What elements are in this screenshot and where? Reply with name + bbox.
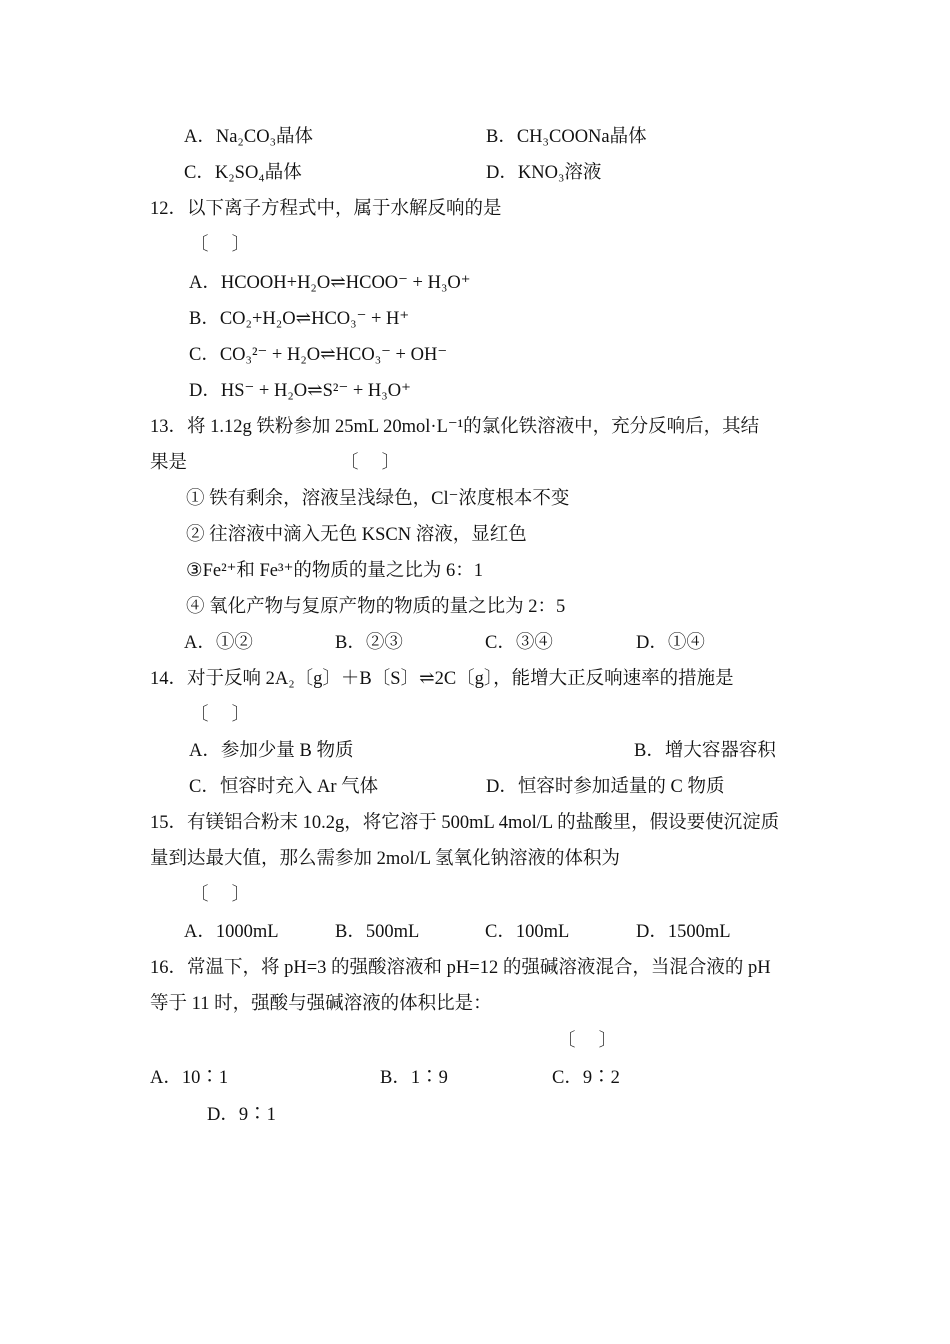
q11-option-d: D．KNO₃溶液 (486, 163, 602, 183)
q16-answer-bracket: 〔 〕 (557, 1031, 618, 1051)
q13-option-a: A．①② (184, 633, 253, 653)
q13-option-c: C．③④ (485, 633, 553, 653)
q14-answer-bracket: 〔 〕 (190, 705, 251, 725)
q15-option-a: A．1000mL (184, 922, 279, 942)
q15-option-b: B．500mL (335, 922, 420, 942)
q16-option-b: B．1∶9 (380, 1068, 448, 1088)
q16-option-d: D．9∶1 (207, 1105, 276, 1125)
q11-option-c: C．K₂SO₄晶体 (184, 163, 302, 183)
q13-stem-line1: 13．将 1.12g 铁粉参加 25mL 20mol·L⁻¹的氯化铁溶液中，充分反响后，其结 (150, 417, 760, 437)
q11-option-b: B．CH₃COONa晶体 (486, 127, 647, 147)
q13-stem-line2: 果是 (150, 453, 188, 473)
q13-statement-4: ④ 氧化产物与复原产物的物质的量之比为 2：5 (186, 597, 566, 617)
q14-option-a: A．参加少量 B 物质 (189, 741, 354, 761)
q12-option-a: A．HCOOH+H₂O⇌HCOO⁻ + H₃O⁺ (189, 273, 471, 293)
q16-option-a: A．10∶1 (150, 1068, 229, 1088)
q13-statement-3: ③Fe²⁺和 Fe³⁺的物质的量之比为 6：1 (186, 561, 483, 581)
q13-statement-1: ① 铁有剩余，溶液呈浅绿色，Cl⁻浓度根本不变 (186, 489, 570, 509)
q13-option-b: B．②③ (335, 633, 403, 653)
q14-stem: 14．对于反响 2A₂〔g〕＋B〔S〕⇌2C〔g〕，能增大正反响速率的措施是 (150, 669, 734, 689)
q16-stem-line2: 等于 11 时，强酸与强碱溶液的体积比是： (150, 994, 492, 1014)
q12-stem: 12．以下离子方程式中，属于水解反响的是 (150, 199, 502, 219)
q15-stem-line1: 15．有镁铝合粉末 10.2g，将它溶于 500mL 4mol/L 的盐酸里，假设要使沉淀质 (150, 813, 780, 833)
q13-option-d: D．①④ (636, 633, 705, 653)
q12-option-b: B．CO₂+H₂O⇌HCO₃⁻ + H⁺ (189, 309, 410, 329)
q15-answer-bracket: 〔 〕 (190, 885, 251, 905)
q14-option-c: C．恒容时充入 Ar 气体 (189, 777, 379, 797)
q13-answer-bracket: 〔 〕 (340, 453, 401, 473)
q16-option-c: C．9∶2 (552, 1068, 620, 1088)
q12-answer-bracket: 〔 〕 (190, 235, 251, 255)
q12-option-d: D．HS⁻ + H₂O⇌S²⁻ + H₃O⁺ (189, 381, 411, 401)
q15-stem-line2: 量到达最大值，那么需参加 2mol/L 氢氧化钠溶液的体积为 (150, 849, 621, 869)
q15-option-d: D．1500mL (636, 922, 731, 942)
q14-option-b: B．增大容器容积 (634, 741, 776, 761)
q13-statement-2: ② 往溶液中滴入无色 KSCN 溶液，显红色 (186, 525, 527, 545)
q16-stem-line1: 16．常温下，将 pH=3 的强酸溶液和 pH=12 的强碱溶液混合，当混合液的 pH (150, 958, 771, 978)
q11-option-a: A．Na₂CO₃晶体 (184, 127, 314, 147)
q15-option-c: C．100mL (485, 922, 570, 942)
q14-option-d: D．恒容时参加适量的 C 物质 (486, 777, 725, 797)
q12-option-c: C．CO₃²⁻ + H₂O⇌HCO₃⁻ + OH⁻ (189, 345, 448, 365)
